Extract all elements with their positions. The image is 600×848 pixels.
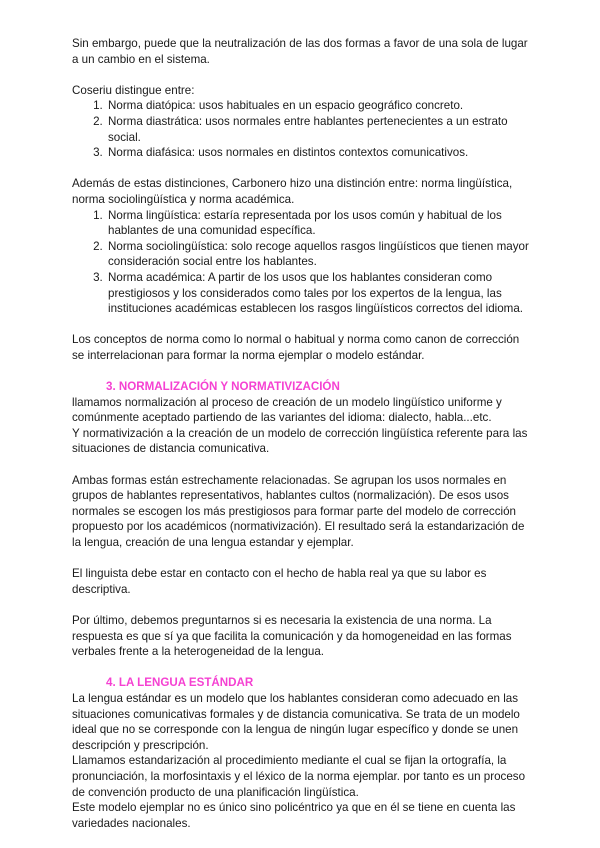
list-item: 3. Norma académica: A partir de los usos que los hablantes consideran como prestigiosos y los considerados como tales por los expertos de la lengua, las instituciones académicas establecen los rasgos lingüísticos correctos del idioma. (106, 270, 530, 317)
paragraph-lengua-estandar-def: La lengua estándar es un modelo que los hablantes consideran como adecuado en las situaciones comunicativas formales y de distancia comunicativa. Se trata de un modelo ideal que no se corresponde con la lengua de ningún lugar específico y donde se unen descripción y prescripción. (72, 691, 520, 752)
list-coseriu (72, 98, 530, 160)
paragraph-normalizacion-def: llamamos normalización al proceso de creación de un modelo lingüístico uniforme y comúnmente aceptado partiendo de las variantes del idioma: dialecto, habla...etc. (72, 395, 502, 425)
paragraph-linguista: El linguista debe estar en contacto con el hecho de habla real ya que su labor es descriptiva. (72, 567, 487, 596)
paragraph-ambas-formas: Ambas formas están estrechamente relacionadas. Se agrupan los usos normales en grupos de hablantes representativos, hablantes cultos (normalización). De esos usos normales se escogen los más prestigiosos para formar parte del modelo de corrección propuesto por los académicos (normativización). El resultado será la estandarización de la lengua, creación de una lengua estandar y ejemplar. (72, 473, 525, 549)
paragraph-normativizacion-def: Y normativización a la creación de un modelo de corrección lingüística referente para las situaciones de distancia comunicativa. (72, 426, 528, 456)
list-item: 1. Norma diatópica: usos habituales en un espacio geográfico concreto. (106, 98, 530, 114)
paragraph-carbonero-intro: Además de estas distinciones, Carbonero hizo una distinción entre: norma lingüística, norma sociolingüística y norma académica. (72, 177, 513, 206)
paragraph-policentrico: Este modelo ejemplar no es único sino policéntrico ya que en él se tiene en cuenta las variedades nacionales. (72, 801, 516, 830)
paragraph-conceptos-norma: Los conceptos de norma como lo normal o habitual y norma como canon de corrección se interrelacionan para formar la norma ejemplar o modelo estándar. (72, 333, 520, 362)
paragraph-neutralizacion: Sin embargo, puede que la neutralización de las dos formas a favor de una sola de lugar a un cambio en el sistema. (72, 37, 528, 66)
list-carbonero (72, 208, 530, 317)
paragraph-estandarizacion: Llamamos estandarización al procedimiento mediante el cual se fijan la ortografía, la pronunciación, la morfosintaxis y el léxico de la norma ejemplar. por tanto es un proceso de convención producto de una planificación lingüística. (72, 754, 526, 799)
section-heading-normalizacion: 3. NORMALIZACIÓN Y NORMATIVIZACIÓN (106, 380, 340, 394)
list-item: 2. Norma diastrática: usos normales entre hablantes pertenecientes a un estrato social. (106, 114, 530, 145)
paragraph-por-ultimo: Por último, debemos preguntarnos si es necesaria la existencia de una norma. La respuesta es que sí ya que facilita la comunicación y da homogeneidad en las formas verbales frente a la heterogeneidad de la lengua. (72, 613, 512, 659)
paragraph-coseriu-intro: Coseriu distingue entre: (72, 83, 195, 97)
list-item: 3. Norma diafásica: usos normales en distintos contextos comunicativos. (106, 145, 530, 161)
section-heading-lengua-estandar: 4. LA LENGUA ESTÁNDAR (106, 676, 254, 690)
list-item: 2. Norma sociolingüística: solo recoge aquellos rasgos lingüísticos que tienen mayor consideración social entre los hablantes. (106, 239, 530, 270)
list-item: 1. Norma lingüística: estaría representada por los usos común y habitual de los hablantes de una comunidad específica. (106, 208, 530, 239)
